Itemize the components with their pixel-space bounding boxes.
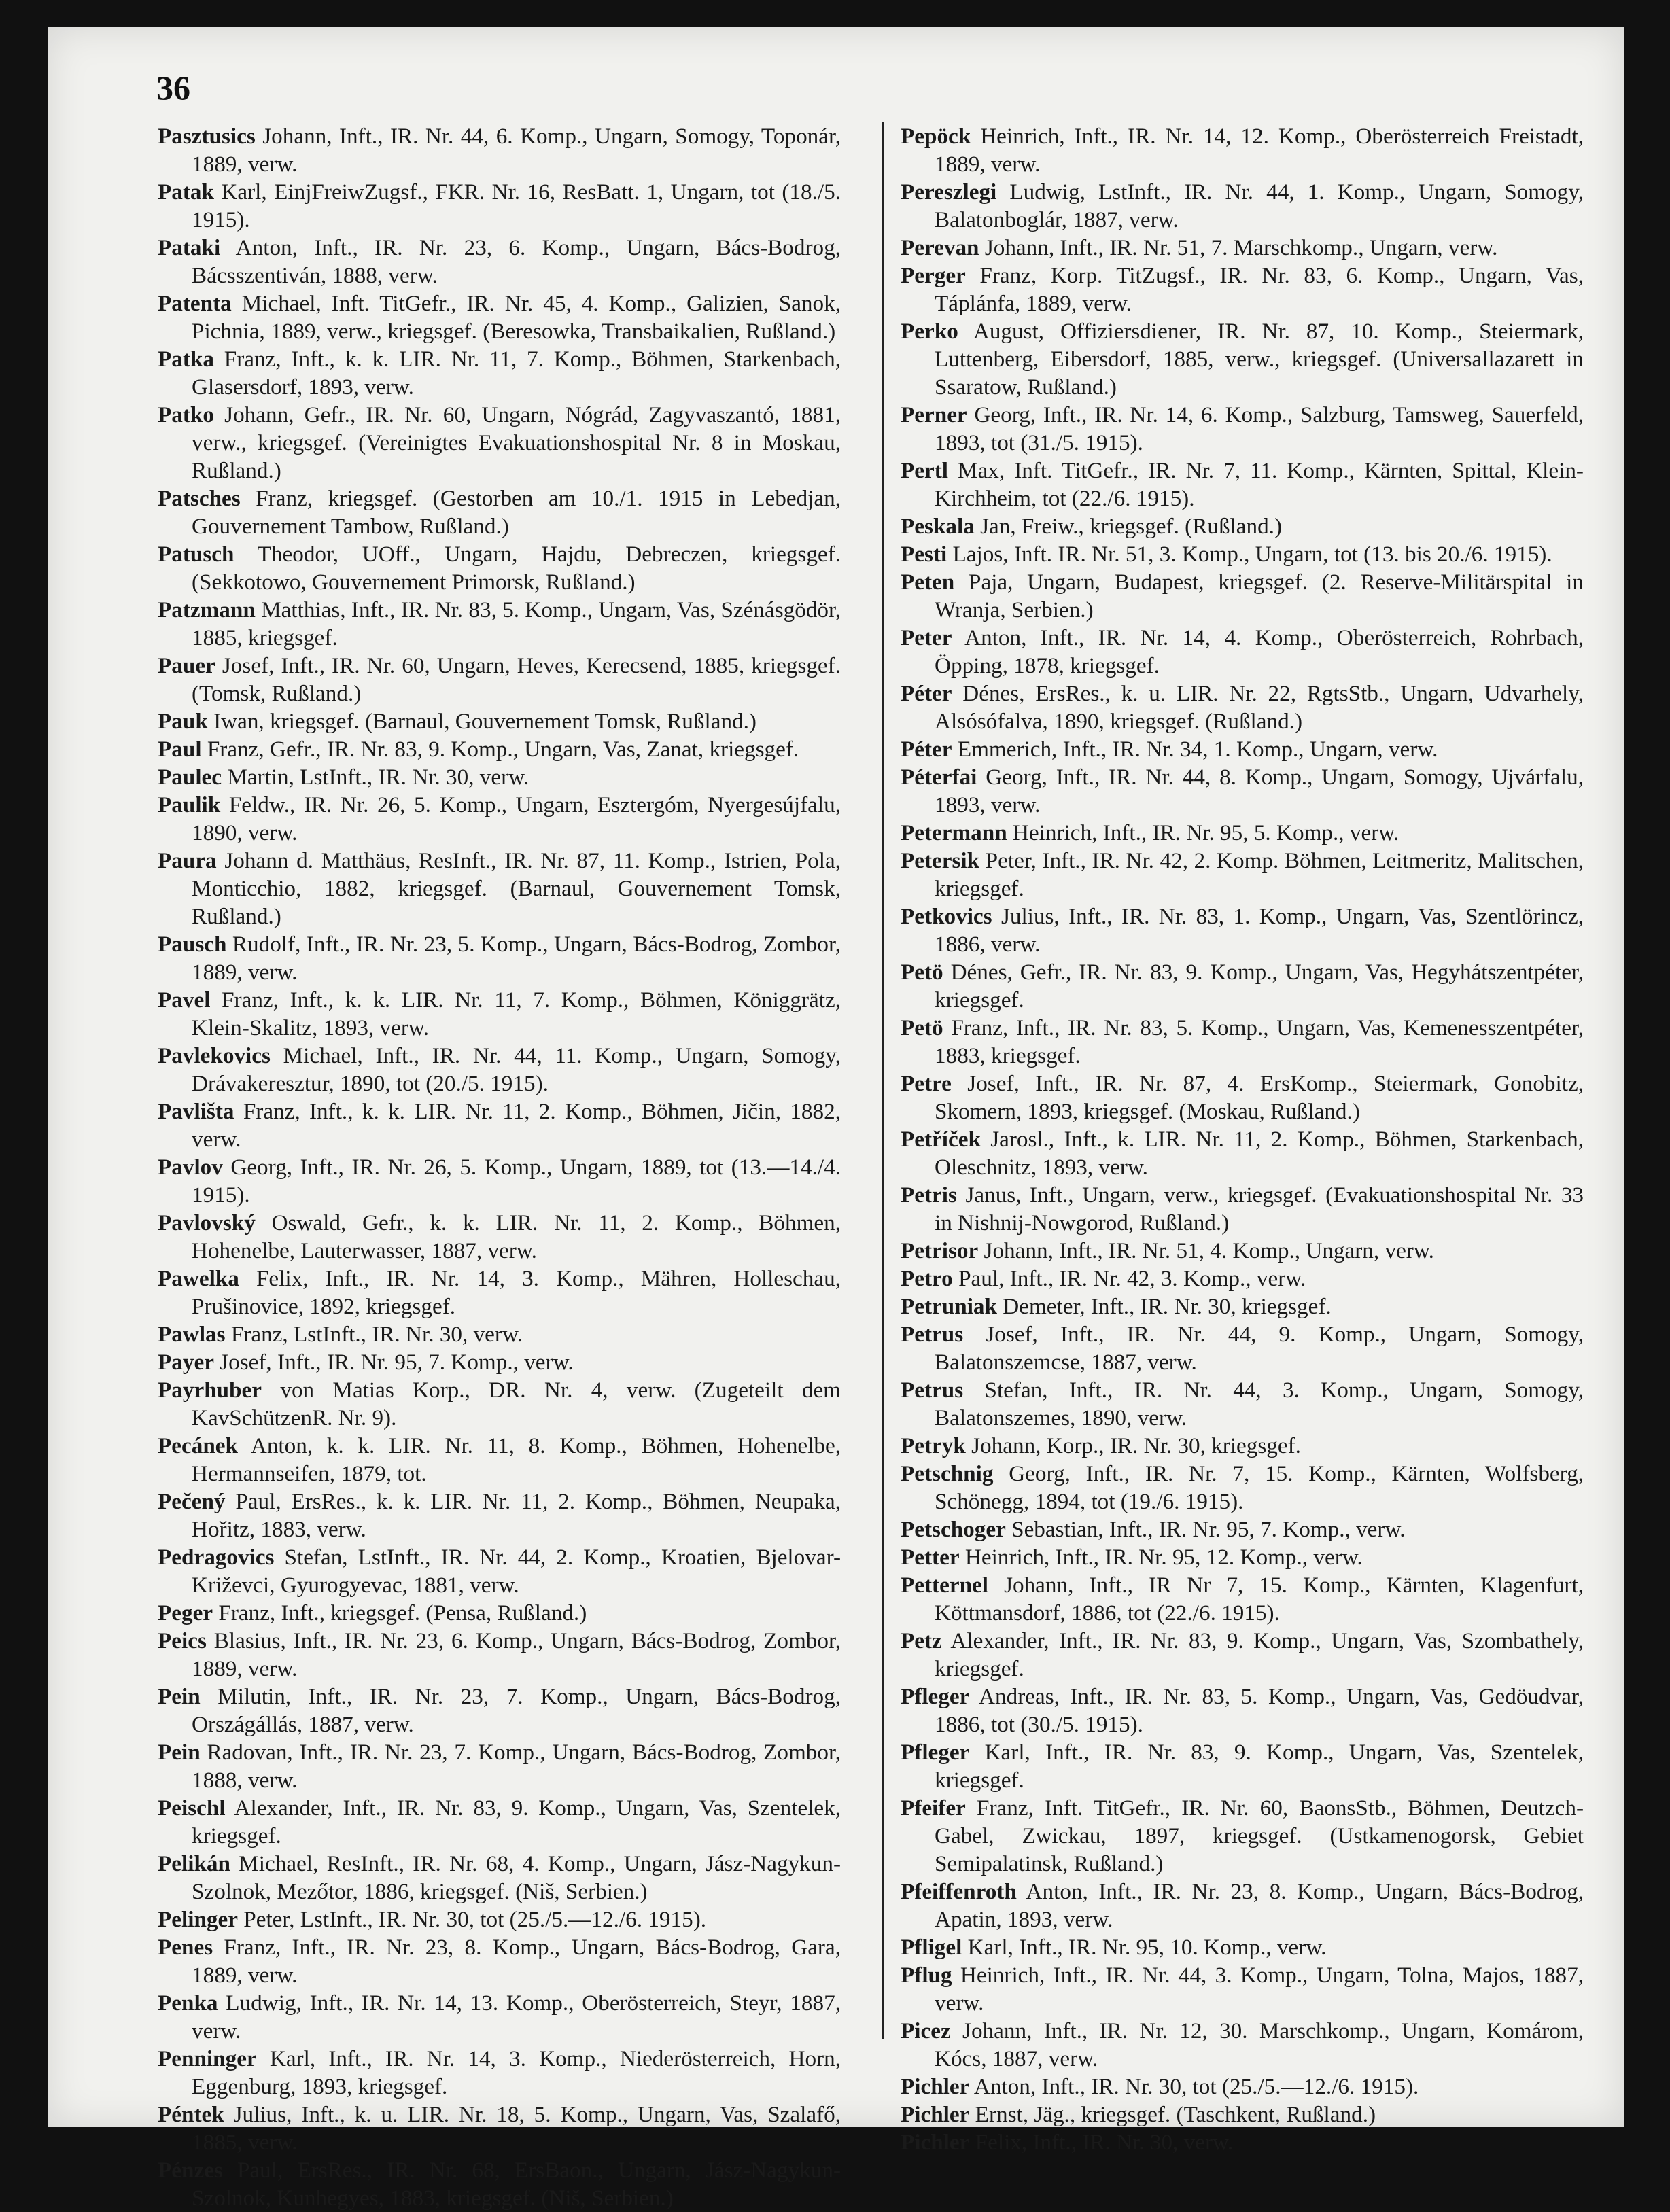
list-entry [901, 1571, 1584, 1627]
right-column [901, 122, 1584, 2156]
page-number: 36 [156, 69, 190, 107]
entry-surname: Patusch [158, 542, 234, 567]
entry-surname: Petrus [901, 1377, 964, 1403]
entry-details: Theodor, UOff., Ungarn, Hajdu, Debreczen, kriegsgef. (Sekkotowo, Gouvernement Primorsk, Rußland.) [192, 542, 841, 595]
list-entry [158, 2156, 841, 2212]
entry-details: Ludwig, LstInft., IR. Nr. 44, 1. Komp., Ungarn, Somogy, Balatonboglár, 1887, verw. [935, 179, 1584, 232]
list-entry [901, 540, 1584, 568]
entry-surname: Pawelka [158, 1266, 239, 1291]
entry-surname: Pawlas [158, 1322, 226, 1347]
entry-details: Franz, kriegsgef. (Gestorben am 10./1. 1915 in Lebedjan, Gouvernement Tambow, Rußland.) [192, 486, 841, 539]
list-entry [901, 262, 1584, 317]
entry-details: Martin, LstInft., IR. Nr. 30, verw. [227, 765, 529, 790]
list-entry [901, 1961, 1584, 2017]
entry-details: Michael, Inft. TitGefr., IR. Nr. 45, 4. Komp., Galizien, Sanok, Pichnia, 1889, verw., kriegsgef. (Beresowka, Transbaikalien, Rußland.) [192, 291, 841, 344]
entry-details: Emmerich, Inft., IR. Nr. 34, 1. Komp., Ungarn, verw. [957, 737, 1438, 762]
list-entry [901, 1014, 1584, 1070]
entry-surname: Paura [158, 848, 217, 873]
list-entry [901, 401, 1584, 457]
list-entry [158, 1348, 841, 1376]
list-entry [158, 763, 841, 791]
list-entry [158, 1599, 841, 1627]
entry-details: Franz, Korp. TitZugsf., IR. Nr. 83, 6. Komp., Ungarn, Vas, Táplánfa, 1889, verw. [935, 263, 1584, 316]
entry-surname: Petre [901, 1071, 952, 1096]
list-entry [901, 1515, 1584, 1543]
list-entry [901, 2073, 1584, 2101]
entry-details: Julius, Inft., k. u. LIR. Nr. 18, 5. Komp., Ungarn, Vas, Szalafő, 1885, verw. [192, 2102, 841, 2155]
entry-details: Paja, Ungarn, Budapest, kriegsgef. (2. Reserve-Militärspital in Wranja, Serbien.) [935, 569, 1584, 622]
list-entry [158, 1543, 841, 1599]
list-entry [901, 234, 1584, 262]
list-entry [901, 122, 1584, 178]
entry-surname: Pichler [901, 2130, 970, 2155]
list-entry [901, 568, 1584, 624]
list-entry [158, 2101, 841, 2156]
list-entry [158, 652, 841, 707]
entry-details: Sebastian, Inft., IR. Nr. 95, 7. Komp., verw. [1011, 1517, 1406, 1542]
entry-details: Felix, Inft., IR. Nr. 30, verw. [975, 2130, 1234, 2155]
entry-surname: Pein [158, 1740, 201, 1765]
entry-surname: Pfligel [901, 1935, 962, 1960]
entry-details: Michael, ResInft., IR. Nr. 68, 4. Komp., Ungarn, Jász-Nagykun-Szolnok, Mezőtor, 1886, kriegsgef. (Niš, Serbien.) [192, 1851, 841, 1904]
entry-surname: Patko [158, 402, 214, 427]
entry-surname: Pedragovics [158, 1545, 275, 1570]
entry-surname: Picez [901, 2018, 951, 2043]
entry-surname: Paulik [158, 792, 221, 818]
list-entry [901, 1460, 1584, 1515]
list-entry [901, 1070, 1584, 1125]
entry-details: Josef, Inft., IR. Nr. 87, 4. ErsKomp., Steiermark, Gonobitz, Skomern, 1893, kriegsgef. (Moskau, Rußland.) [935, 1071, 1584, 1124]
entry-details: Jan, Freiw., kriegsgef. (Rußland.) [980, 514, 1283, 539]
entry-details: Franz, Inft. TitGefr., IR. Nr. 60, BaonsStb., Böhmen, Deutzch-Gabel, Zwickau, 1897, kriegsgef. (Ustkamenogorsk, Gebiet Semipalatinsk, Rußland.) [935, 1795, 1584, 1876]
entry-surname: Petkovics [901, 904, 992, 929]
entry-details: Johann, Inft., IR. Nr. 51, 4. Komp., Ungarn, verw. [984, 1238, 1434, 1263]
entry-details: Johann, Inft., IR Nr 7, 15. Komp., Kärnten, Klagenfurt, Köttmansdorf, 1886, tot (22./6. 1915). [935, 1573, 1584, 1626]
entry-details: Josef, Inft., IR. Nr. 60, Ungarn, Heves, Kerecsend, 1885, kriegsgef. (Tomsk, Rußland.) [192, 653, 841, 706]
entry-details: Michael, Inft., IR. Nr. 44, 11. Komp., Ungarn, Somogy, Drávakeresztur, 1890, tot (20./5. 1915). [192, 1043, 841, 1096]
list-entry [901, 1293, 1584, 1320]
entry-surname: Patenta [158, 291, 232, 316]
entry-details: Dénes, ErsRes., k. u. LIR. Nr. 22, RgtsStb., Ungarn, Udvarhely, Alsósófalva, 1890, kriegsgef. (Rußland.) [935, 681, 1584, 734]
entry-details: Rudolf, Inft., IR. Nr. 23, 5. Komp., Ungarn, Bács-Bodrog, Zombor, 1889, verw. [192, 932, 841, 985]
list-entry [901, 1320, 1584, 1376]
entry-surname: Payer [158, 1350, 214, 1375]
entry-surname: Pesti [901, 542, 947, 567]
entry-details: Felix, Inft., IR. Nr. 14, 3. Komp., Mähren, Holleschau, Prušinovice, 1892, kriegsgef. [192, 1266, 841, 1319]
list-entry [158, 791, 841, 847]
entry-details: Jarosl., Inft., k. LIR. Nr. 11, 2. Komp., Böhmen, Starkenbach, Oleschnitz, 1893, verw. [935, 1127, 1584, 1180]
list-entry [901, 178, 1584, 234]
list-entry [158, 1683, 841, 1738]
entry-details: Feldw., IR. Nr. 26, 5. Komp., Ungarn, Esztergóm, Nyergesújfalu, 1890, verw. [192, 792, 841, 845]
list-entry [158, 345, 841, 401]
entry-details: Lajos, Inft. IR. Nr. 51, 3. Komp., Ungarn, tot (13. bis 20./6. 1915). [952, 542, 1552, 567]
entry-surname: Pfeiffenroth [901, 1879, 1017, 1904]
entry-surname: Pasztusics [158, 124, 256, 149]
entry-surname: Paul [158, 737, 202, 762]
entry-details: Ernst, Jäg., kriegsgef. (Taschkent, Rußland.) [975, 2102, 1376, 2127]
entry-details: Anton, Inft., IR. Nr. 14, 4. Komp., Oberösterreich, Rohrbach, Öpping, 1878, kriegsgef. [935, 625, 1584, 678]
entry-surname: Pečený [158, 1489, 226, 1514]
entry-surname: Petter [901, 1545, 960, 1570]
entry-surname: Péter [901, 681, 952, 706]
entry-surname: Pecánek [158, 1433, 238, 1458]
list-entry [158, 1153, 841, 1209]
list-entry [901, 2017, 1584, 2073]
list-entry [901, 2128, 1584, 2156]
entry-details: Radovan, Inft., IR. Nr. 23, 7. Komp., Ungarn, Bács-Bodrog, Zombor, 1888, verw. [192, 1740, 841, 1793]
entry-details: Johann d. Matthäus, ResInft., IR. Nr. 87, 11. Komp., Istrien, Pola, Monticchio, 1882, kriegsgef. (Barnaul, Gouvernement Tomsk, Rußland.) [192, 848, 841, 929]
entry-details: Matthias, Inft., IR. Nr. 83, 5. Komp., Ungarn, Vas, Szénásgödör, 1885, kriegsgef. [192, 597, 841, 650]
list-entry [901, 1627, 1584, 1683]
entry-surname: Petschoger [901, 1517, 1006, 1542]
entry-surname: Pichler [901, 2102, 970, 2127]
list-entry [158, 596, 841, 652]
list-entry [158, 401, 841, 485]
entry-details: Heinrich, Inft., IR. Nr. 14, 12. Komp., Oberösterreich Freistadt, 1889, verw. [935, 124, 1584, 177]
entry-surname: Pfleger [901, 1684, 970, 1709]
list-entry [158, 1488, 841, 1543]
entry-surname: Pertl [901, 458, 949, 483]
entry-details: Franz, LstInft., IR. Nr. 30, verw. [230, 1322, 523, 1347]
entry-details: Oswald, Gefr., k. k. LIR. Nr. 11, 2. Komp., Böhmen, Hohenelbe, Lauterwasser, 1887, verw. [192, 1210, 841, 1263]
entry-surname: Pichler [901, 2074, 970, 2099]
list-entry [901, 735, 1584, 763]
entry-details: Dénes, Gefr., IR. Nr. 83, 9. Komp., Ungarn, Vas, Hegyhátszentpéter, kriegsgef. [935, 960, 1584, 1013]
entry-surname: Pavel [158, 987, 211, 1013]
entry-details: Anton, Inft., IR. Nr. 23, 8. Komp., Ungarn, Bács-Bodrog, Apatin, 1893, verw. [935, 1879, 1584, 1932]
entry-surname: Petternel [901, 1573, 988, 1598]
entry-details: Andreas, Inft., IR. Nr. 83, 5. Komp., Ungarn, Vas, Gedöudvar, 1886, tot (30./5. 1915). [935, 1684, 1584, 1737]
list-entry [901, 763, 1584, 819]
list-entry [158, 1850, 841, 1906]
entry-details: Georg, Inft., IR. Nr. 7, 15. Komp., Kärnten, Wolfsberg, Schönegg, 1894, tot (19./6. 1915). [935, 1461, 1584, 1514]
entry-surname: Peics [158, 1628, 207, 1653]
entry-details: Franz, Inft., k. k. LIR. Nr. 11, 2. Komp., Böhmen, Jičin, 1882, verw. [192, 1099, 841, 1152]
entry-surname: Paulec [158, 765, 222, 790]
entry-details: Johann, Inft., IR. Nr. 12, 30. Marschkomp., Ungarn, Komárom, Kócs, 1887, verw. [935, 2018, 1584, 2071]
entry-surname: Pereszlegi [901, 179, 997, 205]
list-entry [158, 234, 841, 289]
list-entry [158, 930, 841, 986]
list-entry [158, 1627, 841, 1683]
list-entry [901, 680, 1584, 735]
entry-surname: Perko [901, 319, 958, 344]
entry-surname: Petro [901, 1266, 953, 1291]
entry-details: Peter, LstInft., IR. Nr. 30, tot (25./5.—12./6. 1915). [243, 1907, 707, 1932]
entry-details: Karl, EinjFreiwZugsf., FKR. Nr. 16, ResBatt. 1, Ungarn, tot (18./5. 1915). [192, 179, 841, 232]
entry-surname: Patka [158, 347, 214, 372]
entry-surname: Pflug [901, 1963, 952, 1988]
entry-details: Anton, Inft., IR. Nr. 23, 6. Komp., Ungarn, Bács-Bodrog, Bácsszentiván, 1888, verw. [192, 235, 841, 288]
entry-surname: Peten [901, 569, 955, 595]
entry-details: Franz, Gefr., IR. Nr. 83, 9. Komp., Ungarn, Vas, Zanat, kriegsgef. [207, 737, 799, 762]
list-entry [901, 1933, 1584, 1961]
entry-surname: Petříček [901, 1127, 981, 1152]
entry-surname: Patsches [158, 486, 241, 511]
entry-details: Johann, Inft., IR. Nr. 51, 7. Marschkomp., Ungarn, verw. [984, 235, 1498, 260]
list-entry [158, 1320, 841, 1348]
entry-surname: Pfleger [901, 1740, 970, 1765]
list-entry [901, 1794, 1584, 1878]
entry-surname: Péterfai [901, 765, 977, 790]
entry-surname: Pelikán [158, 1851, 230, 1876]
list-entry [158, 1432, 841, 1488]
entry-details: Anton, Inft., IR. Nr. 30, tot (25./5.—12./6. 1915). [973, 2074, 1419, 2099]
entry-details: Josef, Inft., IR. Nr. 44, 9. Komp., Ungarn, Somogy, Balatonszemcse, 1887, verw. [935, 1322, 1584, 1375]
entry-surname: Pauer [158, 653, 215, 678]
list-entry [901, 1265, 1584, 1293]
entry-details: Milutin, Inft., IR. Nr. 23, 7. Komp., Ungarn, Bács-Bodrog, Országállás, 1887, verw. [192, 1684, 841, 1737]
entry-details: von Matias Korp., DR. Nr. 4, verw. (Zugeteilt dem KavSchützenR. Nr. 9). [192, 1377, 841, 1430]
entry-details: Iwan, kriegsgef. (Barnaul, Gouvernement Tomsk, Rußland.) [213, 709, 756, 734]
list-entry [901, 1376, 1584, 1432]
entry-details: Karl, Inft., IR. Nr. 95, 10. Komp., verw. [967, 1935, 1327, 1960]
list-entry [158, 986, 841, 1042]
entry-surname: Pauk [158, 709, 208, 734]
document-page [48, 27, 1624, 2211]
list-entry [158, 1738, 841, 1794]
list-entry [901, 847, 1584, 902]
list-entry [901, 317, 1584, 401]
entry-details: Georg, Inft., IR. Nr. 44, 8. Komp., Ungarn, Somogy, Ujvárfalu, 1893, verw. [935, 765, 1584, 818]
entry-surname: Penninger [158, 2046, 257, 2071]
entry-details: Ludwig, Inft., IR. Nr. 14, 13. Komp., Oberösterreich, Steyr, 1887, verw. [192, 1990, 841, 2043]
entry-surname: Payrhuber [158, 1377, 262, 1403]
entry-details: Anton, k. k. LIR. Nr. 11, 8. Komp., Böhmen, Hohenelbe, Hermannseifen, 1879, tot. [192, 1433, 841, 1486]
entry-details: Heinrich, Inft., IR. Nr. 95, 12. Komp., verw. [964, 1545, 1363, 1570]
list-entry [158, 1209, 841, 1265]
list-entry [901, 958, 1584, 1014]
entry-surname: Petersik [901, 848, 980, 873]
entry-surname: Petermann [901, 820, 1007, 845]
entry-surname: Petruniak [901, 1294, 997, 1319]
list-entry [901, 2101, 1584, 2128]
entry-surname: Pavlov [158, 1155, 223, 1180]
entry-details: Franz, Inft., IR. Nr. 83, 5. Komp., Ungarn, Vas, Kemenesszentpéter, 1883, kriegsgef. [935, 1015, 1584, 1068]
list-entry [901, 1432, 1584, 1460]
list-entry [158, 1098, 841, 1153]
list-entry [901, 624, 1584, 680]
entry-surname: Pavlišta [158, 1099, 234, 1124]
list-entry [901, 902, 1584, 958]
left-column [158, 122, 841, 2212]
entry-details: Georg, Inft., IR. Nr. 26, 5. Komp., Ungarn, 1889, tot (13.—14./4. 1915). [192, 1155, 841, 1208]
entry-surname: Petz [901, 1628, 942, 1653]
entry-surname: Péntek [158, 2102, 224, 2127]
entry-surname: Petrisor [901, 1238, 979, 1263]
entry-surname: Pavlekovics [158, 1043, 271, 1068]
list-entry [901, 1738, 1584, 1794]
entry-surname: Perner [901, 402, 967, 427]
entry-details: Franz, Inft., IR. Nr. 23, 8. Komp., Ungarn, Bács-Bodrog, Gara, 1889, verw. [192, 1935, 841, 1988]
list-entry [158, 122, 841, 178]
entry-details: Paul, ErsRes., k. k. LIR. Nr. 11, 2. Komp., Böhmen, Neupaka, Hořitz, 1883, verw. [192, 1489, 841, 1542]
entry-details: Julius, Inft., IR. Nr. 83, 1. Komp., Ungarn, Vas, Szentlörincz, 1886, verw. [935, 904, 1584, 957]
entry-surname: Pausch [158, 932, 227, 957]
entry-surname: Pataki [158, 235, 221, 260]
entry-details: Franz, Inft., k. k. LIR. Nr. 11, 7. Komp., Böhmen, Königgrätz, Klein-Skalitz, 1893, verw. [192, 987, 841, 1040]
list-entry [158, 1376, 841, 1432]
entry-details: Alexander, Inft., IR. Nr. 83, 9. Komp., Ungarn, Vas, Szombathely, kriegsgef. [935, 1628, 1584, 1681]
entry-details: Peter, Inft., IR. Nr. 42, 2. Komp. Böhmen, Leitmeritz, Malitschen, kriegsgef. [935, 848, 1584, 901]
list-entry [901, 1181, 1584, 1237]
entry-surname: Perevan [901, 235, 979, 260]
entry-details: Karl, Inft., IR. Nr. 14, 3. Komp., Niederösterreich, Horn, Eggenburg, 1893, kriegsgef. [192, 2046, 841, 2099]
entry-surname: Patak [158, 179, 214, 205]
entry-details: Franz, Inft., k. k. LIR. Nr. 11, 7. Komp., Böhmen, Starkenbach, Glasersdorf, 1893, verw. [192, 347, 841, 400]
list-entry [158, 707, 841, 735]
list-entry [158, 1042, 841, 1098]
entry-surname: Penes [158, 1935, 213, 1960]
list-entry [158, 1989, 841, 2045]
list-entry [158, 1265, 841, 1320]
entry-details: Heinrich, Inft., IR. Nr. 44, 3. Komp., Ungarn, Tolna, Majos, 1887, verw. [935, 1963, 1584, 2016]
list-entry [901, 1125, 1584, 1181]
list-entry [158, 735, 841, 763]
entry-details: Stefan, LstInft., IR. Nr. 44, 2. Komp., Kroatien, Bjelovar-Križevci, Gyurogyevac, 1881, verw. [192, 1545, 841, 1598]
list-entry [158, 485, 841, 540]
list-entry [158, 1906, 841, 1933]
list-entry [158, 178, 841, 234]
entry-surname: Petschnig [901, 1461, 994, 1486]
entry-surname: Peskala [901, 514, 975, 539]
entry-details: Karl, Inft., IR. Nr. 83, 9. Komp., Ungarn, Vas, Szentelek, kriegsgef. [935, 1740, 1584, 1793]
entry-surname: Pavlovský [158, 1210, 256, 1235]
entry-details: Blasius, Inft., IR. Nr. 23, 6. Komp., Ungarn, Bács-Bodrog, Zombor, 1889, verw. [192, 1628, 841, 1681]
entry-surname: Pepöck [901, 124, 971, 149]
entry-surname: Peischl [158, 1795, 226, 1821]
entry-surname: Penka [158, 1990, 218, 2016]
column-divider [882, 122, 884, 2039]
entry-surname: Petris [901, 1182, 957, 1208]
list-entry [901, 512, 1584, 540]
entry-surname: Pein [158, 1684, 201, 1709]
entry-surname: Peger [158, 1600, 213, 1626]
entry-details: Franz, Inft., kriegsgef. (Pensa, Rußland.) [218, 1600, 587, 1626]
entry-surname: Petrus [901, 1322, 964, 1347]
entry-details: Demeter, Inft., IR. Nr. 30, kriegsgef. [1003, 1294, 1332, 1319]
entry-surname: Pfeifer [901, 1795, 966, 1821]
list-entry [158, 1794, 841, 1850]
entry-surname: Perger [901, 263, 966, 288]
entry-details: Alexander, Inft., IR. Nr. 83, 9. Komp., Ungarn, Vas, Szentelek, kriegsgef. [192, 1795, 841, 1848]
entry-surname: Petö [901, 1015, 943, 1040]
list-entry [901, 457, 1584, 512]
list-entry [158, 847, 841, 930]
entry-surname: Péter [901, 737, 952, 762]
entry-details: Stefan, Inft., IR. Nr. 44, 3. Komp., Ungarn, Somogy, Balatonszemes, 1890, verw. [935, 1377, 1584, 1430]
entry-details: Johann, Gefr., IR. Nr. 60, Ungarn, Nógrád, Zagyvaszantó, 1881, verw., kriegsgef. (Vereinigtes Evakuationshospital Nr. 8 in Moskau, Rußland.) [192, 402, 841, 483]
list-entry [901, 1683, 1584, 1738]
entry-surname: Pénzes [158, 2158, 223, 2183]
entry-details: Johann, Inft., IR. Nr. 44, 6. Komp., Ungarn, Somogy, Toponár, 1889, verw. [192, 124, 841, 177]
entry-details: Paul, Inft., IR. Nr. 42, 3. Komp., verw. [958, 1266, 1306, 1291]
entry-details: Heinrich, Inft., IR. Nr. 95, 5. Komp., verw. [1012, 820, 1399, 845]
list-entry [901, 1237, 1584, 1265]
list-entry [901, 1543, 1584, 1571]
list-entry [901, 819, 1584, 847]
list-entry [901, 1878, 1584, 1933]
entry-details: Paul, ErsRes., IR. Nr. 68, ErsBaon., Ungarn, Jász-Nagykun-Szolnok, Kunhegyes, 1883, kriegsgef. (Niš, Serbien.) [192, 2158, 841, 2211]
list-entry [158, 1933, 841, 1989]
entry-details: Josef, Inft., IR. Nr. 95, 7. Komp., verw. [220, 1350, 574, 1375]
entry-details: August, Offiziersdiener, IR. Nr. 87, 10. Komp., Steiermark, Luttenberg, Eibersdorf, 1885, verw., kriegsgef. (Universallazarett in Ssaratow, Rußland.) [935, 319, 1584, 400]
entry-surname: Pelinger [158, 1907, 238, 1932]
list-entry [158, 2045, 841, 2101]
entry-details: Johann, Korp., IR. Nr. 30, kriegsgef. [971, 1433, 1301, 1458]
entry-surname: Peter [901, 625, 952, 650]
list-entry [158, 289, 841, 345]
entry-details: Max, Inft. TitGefr., IR. Nr. 7, 11. Komp., Kärnten, Spittal, Klein-Kirchheim, tot (22./6. 1915). [935, 458, 1584, 511]
entry-surname: Petryk [901, 1433, 966, 1458]
entry-details: Janus, Inft., Ungarn, verw., kriegsgef. (Evakuationshospital Nr. 33 in Nishnij-Nowgorod, Rußland.) [935, 1182, 1584, 1235]
list-entry [158, 540, 841, 596]
entry-surname: Petö [901, 960, 943, 985]
entry-surname: Patzmann [158, 597, 256, 622]
entry-details: Georg, Inft., IR. Nr. 14, 6. Komp., Salzburg, Tamsweg, Sauerfeld, 1893, tot (31./5. 1915). [935, 402, 1584, 455]
